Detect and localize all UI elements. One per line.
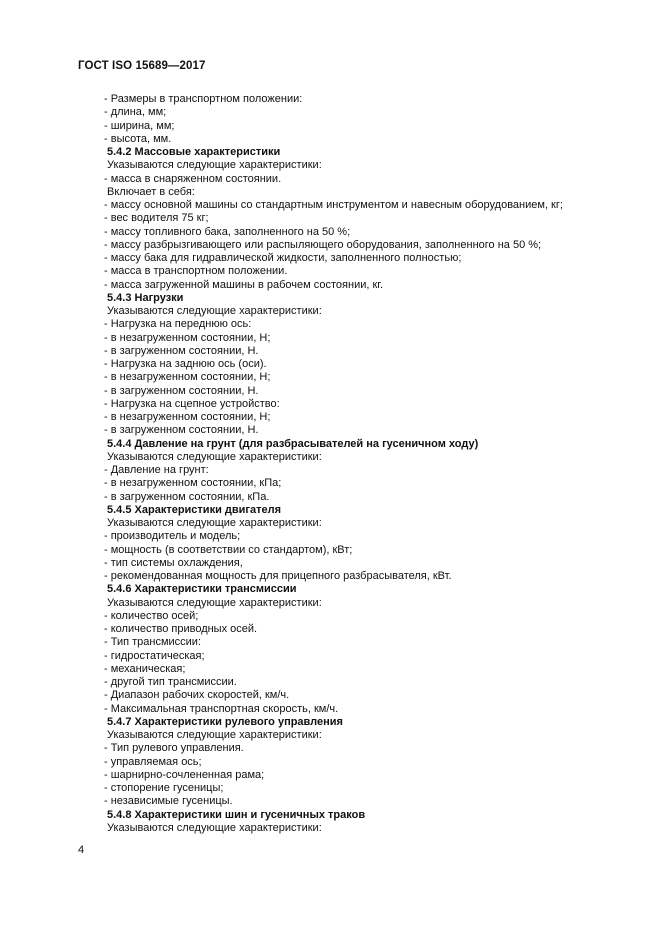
text-line: - Нагрузка на сцепное устройство:: [104, 397, 280, 410]
text-line: - масса загруженной машины в рабочем состоянии, кг.: [104, 278, 384, 291]
text-line: - в незагруженном состоянии, Н;: [104, 331, 271, 344]
text-line: - мощность (в соответствии со стандартом), кВт;: [104, 543, 353, 556]
section-heading: 5.4.4 Давление на грунт (для разбрасывателей на гусеничном ходу): [107, 437, 479, 450]
text-line: - Размеры в транспортном положении:: [104, 93, 303, 105]
text-line: - Нагрузка на заднюю ось (оси).: [104, 358, 267, 370]
section-heading: 5.4.3 Нагрузки: [107, 291, 184, 304]
text-line: - количество приводных осей.: [104, 623, 258, 635]
text-line: - стопорение гусеницы;: [104, 782, 224, 794]
text-line: Указываются следующие характеристики:: [107, 450, 322, 463]
text-line: - Давление на грунт:: [104, 464, 209, 476]
page-number: 4: [78, 844, 85, 856]
text-line: - шарнирно-сочлененная рама;: [104, 768, 265, 781]
section-heading: 5.4.7 Характеристики рулевого управления: [107, 715, 343, 728]
text-line: - рекомендованная мощность для прицепного разбрасывателя, кВт.: [104, 570, 452, 582]
text-line: Указываются следующие характеристики:: [107, 159, 322, 172]
text-line: - массу разбрызгивающего или распыляющего оборудования, заполненного на 50 %;: [104, 238, 542, 251]
text-line: Указываются следующие характеристики:: [107, 729, 322, 741]
text-line: Указываются следующие характеристики:: [107, 517, 322, 529]
text-line: - длина, мм;: [104, 106, 167, 119]
text-line: - масса в транспортном положении.: [104, 265, 288, 278]
text-line: - в загруженном состоянии, Н.: [104, 344, 259, 357]
text-line: - Тип рулевого управления.: [104, 742, 244, 755]
document-header: ГОСТ ISO 15689—2017: [78, 60, 206, 72]
text-line: - Нагрузка на переднюю ось:: [104, 318, 252, 331]
text-line: Указываются следующие характеристики:: [107, 305, 322, 317]
text-line: - гидростатическая;: [104, 649, 205, 662]
text-line: - в загруженном состоянии, Н.: [104, 424, 259, 437]
text-line: - в незагруженном состоянии, Н;: [104, 371, 271, 384]
text-line: - тип системы охлаждения,: [104, 556, 243, 569]
text-line: - другой тип трансмиссии.: [104, 676, 237, 688]
text-line: - производитель и модель;: [104, 530, 241, 543]
text-line: Включает в себя:: [107, 185, 195, 198]
section-heading: 5.4.6 Характеристики трансмиссии: [107, 583, 297, 596]
text-line: - управляемая ось;: [104, 755, 202, 768]
text-line: - высота, мм.: [104, 132, 172, 145]
text-line: - количество осей;: [104, 609, 199, 622]
text-line: - механическая;: [104, 662, 186, 675]
text-line: - массу бака для гидравлической жидкости, заполненного полностью;: [104, 252, 462, 264]
text-line: - Максимальная транспортная скорость, км/ч.: [104, 702, 339, 715]
section-heading: 5.4.5 Характеристики двигателя: [107, 503, 282, 516]
text-line: - Диапазон рабочих скоростей, км/ч.: [104, 689, 290, 702]
text-line: - массу топливного бака, заполненного на 50 %;: [104, 225, 351, 238]
section-heading: 5.4.8 Характеристики шин и гусеничных траков: [107, 808, 366, 821]
text-line: - независимые гусеницы.: [104, 795, 233, 808]
text-line: Указываются следующие характеристики:: [107, 821, 322, 834]
text-line: - в загруженном состоянии, Н.: [104, 384, 259, 397]
text-line: - ширина, мм;: [104, 119, 175, 132]
text-line: - в незагруженном состоянии, кПа;: [104, 477, 282, 490]
text-line: - массу основной машины со стандартным инструментом и навесным оборудованием, кг;: [104, 199, 563, 211]
text-line: - вес водителя 75 кг;: [104, 212, 209, 225]
section-heading: 5.4.2 Массовые характеристики: [107, 146, 281, 158]
text-line: Указываются следующие характеристики:: [107, 596, 322, 609]
text-line: - в загруженном состоянии, кПа.: [104, 490, 270, 503]
text-line: - Тип трансмиссии:: [104, 636, 202, 649]
text-line: - масса в снаряженном состоянии.: [104, 172, 282, 185]
text-line: - в незагруженном состоянии, Н;: [104, 411, 271, 423]
